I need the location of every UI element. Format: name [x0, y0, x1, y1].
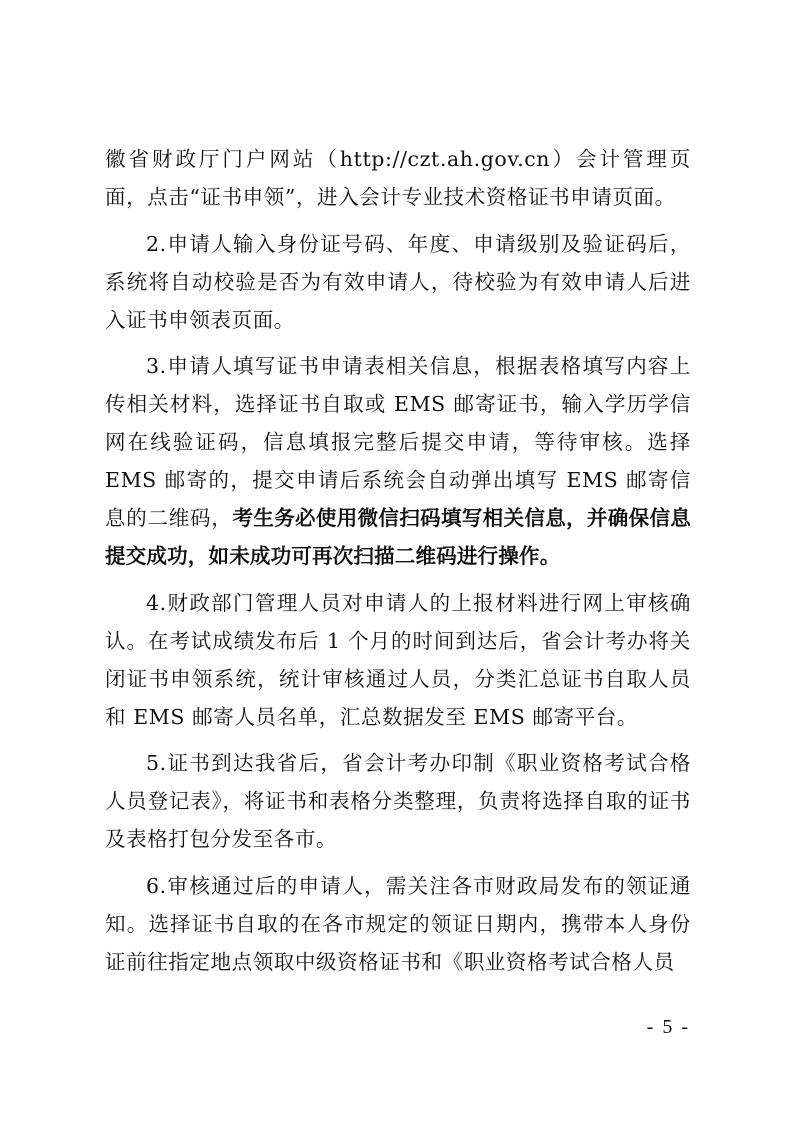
paragraph-5: 5.证书到达我省后，省会计考办印制《职业资格考试合格人员登记表》，将证书和表格分类整理，负责将选择自取的证书及表格打包分发至各市。: [105, 751, 691, 851]
paragraph-2: 2.申请人输入身份证号码、年度、申请级别及验证码后，系统将自动校验是否为有效申请人，待校验为有效申请人后进入证书申领表页面。: [105, 231, 691, 332]
document-body: [105, 140, 691, 989]
paragraph-3-bold-notice: 考生务必使用微信扫码填写相关信息，并确保信息提交成功，如未成功可再次扫描二维码进行操作。: [105, 506, 691, 568]
paragraph-3: [105, 347, 691, 575]
paragraph-4: 4.财政部门管理人员对申请人的上报材料进行网上审核确认。在考试成绩发布后 1 个月的时间到达后，省会计考办将关闭证书申领系统，统计审核通过人员，分类汇总证书自取人员和 EMS 邮寄人员名单，汇总数据发至 EMS 邮寄平台。: [105, 590, 691, 729]
paragraph-1: 徽省财政厅门户网站（http://czt.ah.gov.cn）会计管理页面，点击“证书申领”，进入会计专业技术资格证书申请页面。: [105, 147, 691, 209]
paragraph-3-text: 3.申请人填写证书申请表相关信息，根据表格填写内容上传相关材料，选择证书自取或 EMS 邮寄证书，输入学历学信网在线验证码，信息填报完整后提交申请，等待审核。选择 EMS 邮寄的，提交申请后系统会自动弹出填写 EMS 邮寄信息的二维码，: [105, 354, 691, 530]
page-number: - 5 -: [646, 1016, 690, 1038]
paragraph-6: 6.审核通过后的申请人，需关注各市财政局发布的领证通知。选择证书自取的在各市规定的领证日期内，携带本人身份证前往指定地点领取中级资格证书和《职业资格考试合格人员: [105, 873, 691, 974]
